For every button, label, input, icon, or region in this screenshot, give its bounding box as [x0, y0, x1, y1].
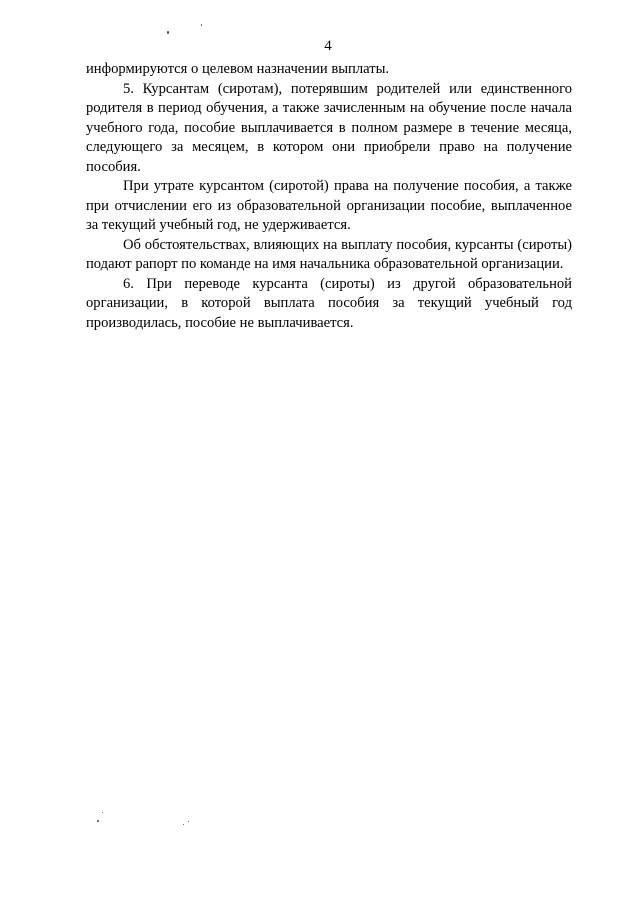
- paragraph-item-5: 5. Курсантам (сиротам), потерявшим родителей или единственного родителя в период обучения, а также зачисленным на обучение после начала учебного года, пособие выплачивается в полном размере в течение месяца, следующего за месяцем, в котором они приобрели право на получение пособия.: [86, 80, 572, 175]
- paragraph-loss-of-right: При утрате курсантом (сиротой) права на получение пособия, а также при отчислении его из образовательной организации пособие, выплаченное за текущий учебный год, не удерживается.: [86, 178, 572, 233]
- page-number: 4: [324, 38, 332, 54]
- scan-speck: [201, 24, 202, 26]
- paragraph-continuation: информируются о целевом назначении выплаты.: [86, 61, 390, 77]
- body-text: [86, 60, 572, 333]
- scan-speck: [97, 820, 99, 822]
- scan-speck: [102, 812, 103, 813]
- paragraph-report: Об обстоятельствах, влияющих на выплату пособия, курсанты (сироты) подают рапорт по команде на имя начальника образовательной организации.: [86, 236, 572, 272]
- scan-speck: [183, 824, 184, 825]
- scan-speck: [188, 821, 189, 822]
- scan-speck: [167, 31, 169, 34]
- paragraph-item-6: 6. При переводе курсанта (сироты) из другой образовательной организации, в которой выплата пособия за текущий учебный год производилась, пособие не выплачивается.: [86, 275, 572, 331]
